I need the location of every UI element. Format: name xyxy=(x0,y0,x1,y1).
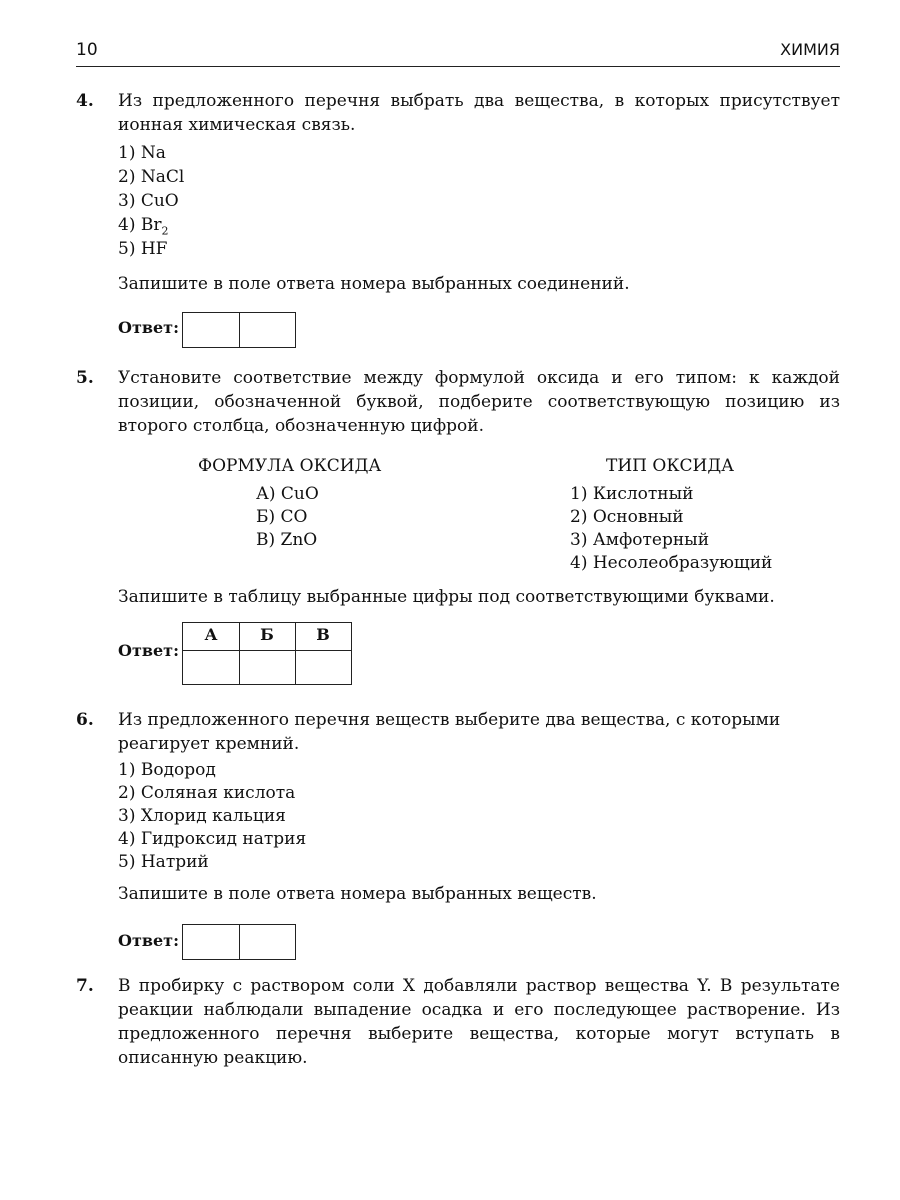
q5-right-item-4: 4) Несолеобразующий xyxy=(570,553,773,573)
q5-table-header-v: В xyxy=(316,625,330,644)
q5-right-item-3: 3) Амфотерный xyxy=(570,530,710,550)
question-5-text: Установите соответствие между формулой оксида и его типом: к каждой позиции, обозначенной буквой, подберите соответствующую позицию из второго столбца, обозначенную цифрой. xyxy=(118,368,840,436)
q5-left-item-a: А) CuO xyxy=(256,484,319,504)
q6-answer-label: Ответ: xyxy=(118,931,179,950)
q5-right-header: ТИП ОКСИДА xyxy=(606,456,735,476)
q6-answer-cell-divider xyxy=(239,925,240,959)
q6-instruction: Запишите в поле ответа номера выбранных веществ. xyxy=(118,884,597,904)
q6-option-2: 2) Соляная кислота xyxy=(118,783,296,803)
q6-option-5: 5) Натрий xyxy=(118,852,209,872)
q4-option-1: 1) Na xyxy=(118,143,166,163)
page-number: 10 xyxy=(76,40,98,60)
question-4-text: Из предложенного перечня выбрать два вещества, в которых присутствует ионная химическая связь. xyxy=(118,91,840,135)
q4-option-4: 4) $Br_2$ xyxy=(118,215,169,238)
subject-title: ХИМИЯ xyxy=(780,40,840,59)
q5-right-item-1: 1) Кислотный xyxy=(570,484,694,504)
q6-option-3: 3) Хлорид кальция xyxy=(118,806,286,826)
q5-table-col-divider xyxy=(295,623,296,684)
q5-left-item-v: В) ZnO xyxy=(256,530,318,550)
question-4-number: 4. xyxy=(76,91,94,111)
question-6-number: 6. xyxy=(76,710,94,730)
q5-table-header-b: Б xyxy=(260,625,274,644)
q5-answer-table[interactable] xyxy=(182,622,352,685)
q5-left-header: ФОРМУЛА ОКСИДА xyxy=(198,456,382,476)
q4-instruction: Запишите в поле ответа номера выбранных соединений. xyxy=(118,274,630,294)
q4-option-2: 2) NaCl xyxy=(118,167,185,187)
q5-right-item-2: 2) Основный xyxy=(570,507,684,527)
q6-answer-box[interactable] xyxy=(182,924,296,960)
q4-answer-label: Ответ: xyxy=(118,318,179,337)
q4-option-3: 3) CuO xyxy=(118,191,179,211)
q5-instruction: Запишите в таблицу выбранные цифры под соответствующими буквами. xyxy=(118,587,775,607)
question-6-text: Из предложенного перечня веществ выберите два вещества, с которыми реагирует кремний. xyxy=(118,710,781,754)
q5-table-header-a: А xyxy=(204,625,218,644)
question-5-number: 5. xyxy=(76,368,94,388)
q5-answer-label: Ответ: xyxy=(118,641,179,660)
q4-option-5: 5) HF xyxy=(118,239,168,259)
q5-left-item-b: Б) CO xyxy=(256,507,308,527)
q5-table-col-divider xyxy=(239,623,240,684)
q4-answer-box[interactable] xyxy=(182,312,296,348)
question-7-text: В пробирку с раствором соли X добавляли раствор вещества Y. В результате реакции наблюдали выпадение осадка и его последующее растворение. Из предложенного перечня выберите вещества, которые могут вступать в описанную реакцию. xyxy=(118,976,840,1068)
q6-option-1: 1) Водород xyxy=(118,760,216,780)
page-header xyxy=(76,38,840,67)
q5-table-row-divider xyxy=(183,650,351,651)
question-7-number: 7. xyxy=(76,976,94,996)
q6-option-4: 4) Гидроксид натрия xyxy=(118,829,307,849)
q4-answer-cell-divider xyxy=(239,313,240,347)
